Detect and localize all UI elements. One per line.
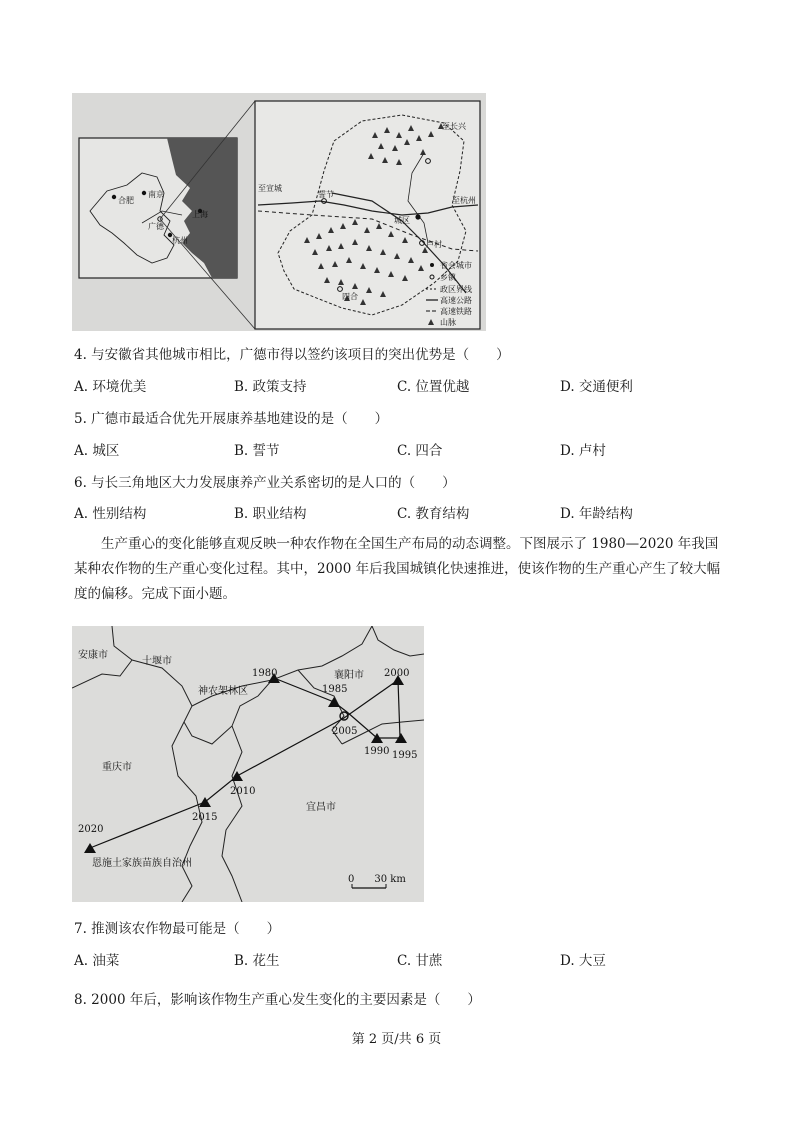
- scale-bar-label: 0 30 km: [348, 874, 406, 885]
- label-to-xuancheng: 至宣城: [258, 184, 282, 193]
- q5-option-d[interactable]: D. 卢村: [560, 443, 606, 459]
- question-8-stem: 8. 2000 年后，影响该作物生产重心发生变化的主要因素是（ ）: [74, 992, 481, 1008]
- label-sihe: 四合: [342, 292, 358, 301]
- inset-label-guangde: 广德: [148, 222, 164, 231]
- label-shijie: 誓节: [318, 190, 334, 199]
- q4-option-a[interactable]: A. 环境优美: [74, 379, 147, 395]
- year-2000: 2000: [384, 668, 410, 679]
- region-ankang: 安康市: [78, 650, 108, 661]
- year-2015: 2015: [192, 812, 218, 823]
- year-2020: 2020: [78, 824, 104, 835]
- year-1995: 1995: [392, 750, 418, 761]
- q7-option-a[interactable]: A. 油菜: [74, 953, 120, 969]
- q6-option-b[interactable]: B. 职业结构: [234, 506, 307, 522]
- inset-label-hefei: 合肥: [118, 196, 134, 205]
- q4-option-b[interactable]: B. 政策支持: [234, 379, 307, 395]
- passage: 生产重心的变化能够直观反映一种农作物在全国生产布局的动态调整。下图展示了 1980—2020 年我国某种农作物的生产重心变化过程。其中，2000 年后我国城镇化快速推进，使该作物的生产重心产生了较大幅度的偏移。完成下面小题。: [74, 536, 721, 602]
- map-guangde: [72, 93, 486, 331]
- label-to-changxing: 至长兴: [442, 122, 466, 131]
- year-1985: 1985: [322, 684, 348, 695]
- q5-option-b[interactable]: B. 誓节: [234, 443, 280, 459]
- question-7-stem: 7. 推测该农作物最可能是（ ）: [74, 921, 281, 937]
- q5-option-c[interactable]: C. 四合: [397, 443, 443, 459]
- legend-township: 乡镇: [440, 273, 456, 282]
- legend-provincial-capital: 省会城市: [440, 261, 472, 270]
- region-xiangyang: 襄阳市: [334, 670, 364, 681]
- q7-option-d[interactable]: D. 大豆: [560, 953, 606, 969]
- year-1980: 1980: [252, 668, 278, 679]
- region-yichang: 宜昌市: [306, 802, 336, 813]
- label-lucun: 卢村: [426, 240, 442, 249]
- question-4-stem: 4. 与安徽省其他城市相比，广德市得以签约该项目的突出优势是（ ）: [74, 347, 510, 363]
- year-1990: 1990: [364, 746, 390, 757]
- region-chongqing: 重庆市: [102, 762, 132, 773]
- q4-option-d[interactable]: D. 交通便利: [560, 379, 633, 395]
- legend-boundary: 政区界线: [440, 285, 472, 294]
- page-number: 第 2 页/共 6 页: [351, 1032, 442, 1047]
- label-chengqu: 城区: [394, 216, 410, 225]
- q6-option-d[interactable]: D. 年龄结构: [560, 506, 633, 522]
- legend-high-speed-rail: 高速铁路: [440, 307, 472, 316]
- year-2005: 2005: [332, 726, 358, 737]
- region-shiyan: 十堰市: [142, 656, 172, 667]
- year-2010: 2010: [230, 786, 256, 797]
- map-crop-centroid-svg: [72, 626, 424, 902]
- map-guangde-svg: [72, 93, 486, 331]
- q7-option-c[interactable]: C. 甘蔗: [397, 953, 443, 969]
- map-crop-centroid: [72, 626, 424, 902]
- inset-label-shanghai: 上海: [192, 210, 208, 219]
- legend-mountain: 山脉: [440, 318, 456, 327]
- q6-option-c[interactable]: C. 教育结构: [397, 506, 470, 522]
- legend-expressway: 高速公路: [440, 296, 472, 305]
- q7-option-b[interactable]: B. 花生: [234, 953, 280, 969]
- q6-option-a[interactable]: A. 性别结构: [74, 506, 147, 522]
- q5-option-a[interactable]: A. 城区: [74, 443, 120, 459]
- region-enshi: 恩施土家族苗族自治州: [92, 858, 192, 869]
- inset-label-hangzhou: 杭州: [172, 236, 188, 245]
- region-shennongjia: 神农架林区: [198, 686, 248, 697]
- question-5-stem: 5. 广德市最适合优先开展康养基地建设的是（ ）: [74, 411, 389, 427]
- inset-label-nanjing: 南京: [148, 190, 164, 199]
- question-6-stem: 6. 与长三角地区大力发展康养产业关系密切的是人口的（ ）: [74, 475, 456, 491]
- q4-option-c[interactable]: C. 位置优越: [397, 379, 470, 395]
- label-to-hangzhou: 至杭州: [452, 196, 476, 205]
